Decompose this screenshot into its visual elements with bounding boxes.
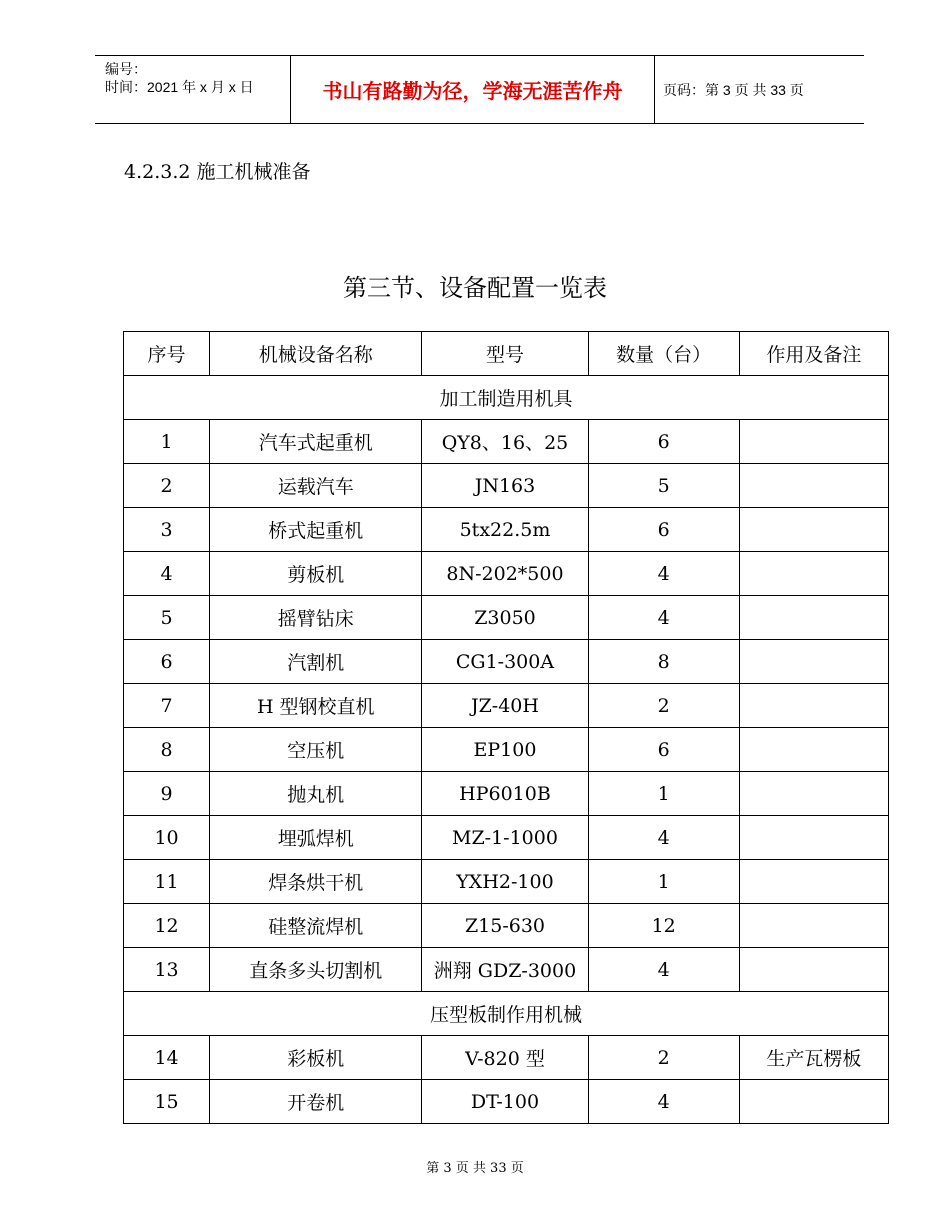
cell-no: 9 [124,772,210,816]
cell-no: 8 [124,728,210,772]
cell-note [739,772,888,816]
cell-note [739,948,888,992]
cell-note [739,904,888,948]
cell-model: 洲翔 GDZ-3000 [422,948,588,992]
cell-no: 5 [124,596,210,640]
table-row [124,420,889,464]
cell-no: 2 [124,464,210,508]
table-row [124,816,889,860]
cell-name: 彩板机 [210,1036,422,1080]
cell-no: 10 [124,816,210,860]
cell-note: 生产瓦楞板 [739,1036,888,1080]
cell-qty: 4 [588,596,739,640]
cell-qty: 4 [588,948,739,992]
cell-model: HP6010B [422,772,588,816]
group-row [124,376,889,420]
cell-name: 剪板机 [210,552,422,596]
table-row [124,596,889,640]
cell-no: 12 [124,904,210,948]
cell-no: 11 [124,860,210,904]
header-meta [105,60,295,96]
table-row [124,1036,889,1080]
column-header: 型号 [422,332,588,376]
cell-no: 15 [124,1080,210,1124]
table-row [124,684,889,728]
column-header: 数量（台） [588,332,739,376]
cell-model: Z3050 [422,596,588,640]
table-row [124,464,889,508]
column-header: 作用及备注 [739,332,888,376]
cell-name: 摇臂钻床 [210,596,422,640]
table-row [124,728,889,772]
cell-no: 4 [124,552,210,596]
cell-model: DT-100 [422,1080,588,1124]
cell-name: 开卷机 [210,1080,422,1124]
cell-note [739,464,888,508]
header-divider [654,56,655,123]
cell-model: EP100 [422,728,588,772]
cell-no: 7 [124,684,210,728]
cell-name: 汽车式起重机 [210,420,422,464]
cell-note [739,420,888,464]
column-header: 机械设备名称 [210,332,422,376]
cell-name: 空压机 [210,728,422,772]
cell-note [739,552,888,596]
table-row [124,904,889,948]
cell-model: 8N-202*500 [422,552,588,596]
cell-note [739,728,888,772]
cell-name: 运载汽车 [210,464,422,508]
table-header-row [124,332,889,376]
cell-qty: 1 [588,772,739,816]
cell-name: 抛丸机 [210,772,422,816]
cell-model: 5tx22.5m [422,508,588,552]
cell-name: 桥式起重机 [210,508,422,552]
cell-name: 汽割机 [210,640,422,684]
cell-note [739,640,888,684]
cell-model: JZ-40H [422,684,588,728]
cell-model: MZ-1-1000 [422,816,588,860]
cell-note [739,860,888,904]
table-row [124,772,889,816]
cell-name: 硅整流焊机 [210,904,422,948]
cell-name: 直条多头切割机 [210,948,422,992]
cell-note [739,816,888,860]
table-row [124,640,889,684]
page-footer: 第 3 页 共 33 页 [426,1161,524,1176]
group-label: 加工制造用机具 [124,376,889,420]
table-row [124,1080,889,1124]
cell-note [739,684,888,728]
table-row [124,552,889,596]
cell-model: QY8、16、25 [422,420,588,464]
cell-no: 13 [124,948,210,992]
table-row [124,948,889,992]
cell-qty: 12 [588,904,739,948]
cell-model: Z15-630 [422,904,588,948]
page-header [95,55,864,124]
serial-label: 编号： [105,61,147,77]
cell-qty: 2 [588,1036,739,1080]
cell-no: 3 [124,508,210,552]
cell-qty: 4 [588,816,739,860]
cell-no: 1 [124,420,210,464]
cell-model: JN163 [422,464,588,508]
cell-note [739,596,888,640]
cell-note [739,1080,888,1124]
cell-qty: 4 [588,1080,739,1124]
header-page-code: 页码：第 3 页 共 33 页 [663,81,804,98]
equipment-table [123,331,889,1124]
cell-model: CG1-300A [422,640,588,684]
cell-model: V-820 型 [422,1036,588,1080]
cell-qty: 8 [588,640,739,684]
column-header: 序号 [124,332,210,376]
cell-qty: 6 [588,420,739,464]
cell-no: 6 [124,640,210,684]
cell-qty: 2 [588,684,739,728]
cell-qty: 6 [588,508,739,552]
time-label: 时间：2021 年 x 月 x 日 [105,79,254,95]
cell-name: H 型钢校直机 [210,684,422,728]
cell-qty: 6 [588,728,739,772]
table-row [124,508,889,552]
header-motto: 书山有路勤为径，学海无涯苦作舟 [322,79,623,103]
cell-note [739,508,888,552]
group-row [124,992,889,1036]
group-label: 压型板制作用机械 [124,992,889,1036]
table-row [124,860,889,904]
cell-qty: 5 [588,464,739,508]
cell-qty: 1 [588,860,739,904]
table-title: 第三节、设备配置一览表 [343,274,607,302]
section-heading: 4.2.3.2 施工机械准备 [124,161,311,183]
cell-model: YXH2-100 [422,860,588,904]
equipment-table-body [124,332,889,1124]
cell-no: 14 [124,1036,210,1080]
cell-name: 埋弧焊机 [210,816,422,860]
cell-name: 焊条烘干机 [210,860,422,904]
cell-qty: 4 [588,552,739,596]
